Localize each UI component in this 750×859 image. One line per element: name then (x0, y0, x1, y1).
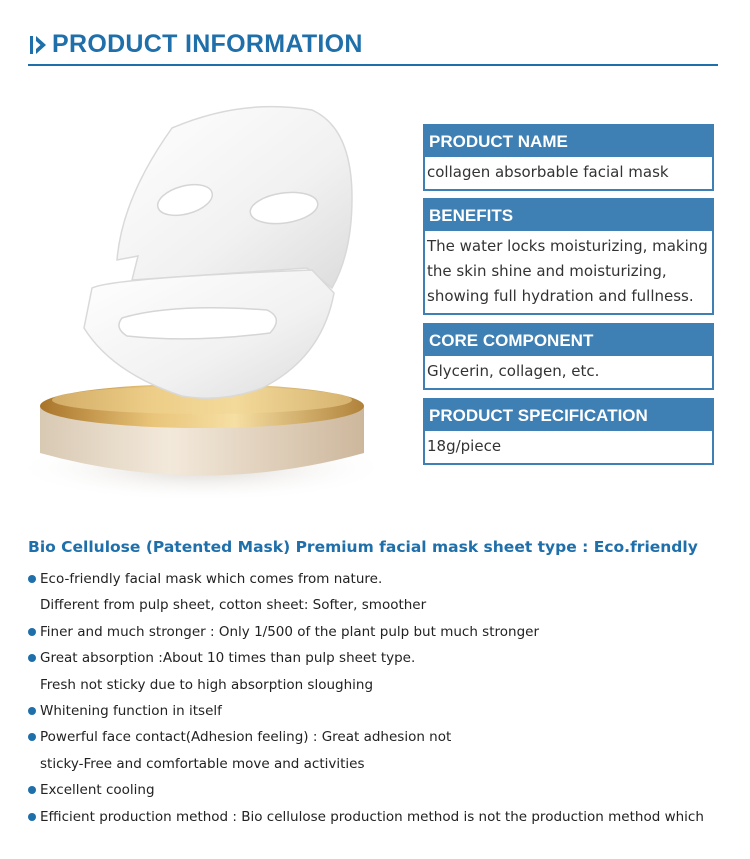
feature-text: Finer and much stronger : Only 1/500 of the plant pulp but much stronger (40, 623, 539, 640)
feature-item (28, 698, 728, 724)
feature-text: Different from pulp sheet, cotton sheet: Softer, smoother (40, 597, 427, 614)
product-name-heading: PRODUCT NAME (425, 126, 712, 157)
feature-text: Powerful face contact(Adhesion feeling) : Great adhesion not (40, 729, 452, 746)
feature-item (28, 777, 728, 803)
section-header (28, 30, 718, 66)
feature-text: sticky-Free and comfortable move and activities (40, 755, 365, 772)
feature-list (28, 566, 728, 830)
product-name-box (423, 124, 714, 191)
product-specification-value: 18g/piece (427, 437, 502, 455)
bullet-dot-icon (28, 733, 36, 741)
bullet-dot-icon (28, 628, 36, 636)
benefits-value: The water locks moisturizing, making the skin shine and moisturizing, showing full hydration and fullness. (427, 237, 708, 305)
feature-text: Efficient production method : Bio cellulose production method is not the production method which (40, 808, 704, 825)
product-name-value: collagen absorbable facial mask (427, 163, 669, 181)
feature-text: Whitening function in itself (40, 703, 222, 720)
product-specification-box (423, 398, 714, 465)
core-component-box (423, 323, 714, 390)
feature-item (28, 804, 728, 830)
benefits-heading: BENEFITS (425, 200, 712, 231)
feature-item (28, 672, 728, 698)
feature-item (28, 724, 728, 750)
bullet-dot-icon (28, 654, 36, 662)
feature-item (28, 592, 728, 618)
feature-text: Eco-friendly facial mask which comes from nature. (40, 571, 383, 587)
feature-text: Excellent cooling (40, 782, 155, 799)
feature-item (28, 645, 728, 671)
double-chevron-icon (30, 34, 48, 56)
bullet-dot-icon (28, 786, 36, 794)
feature-text: Fresh not sticky due to high absorption sloughing (40, 676, 374, 693)
core-component-heading: CORE COMPONENT (425, 325, 712, 356)
bullet-dot-icon (28, 813, 36, 821)
bullet-dot-icon (28, 707, 36, 715)
page-title: PRODUCT INFORMATION (52, 30, 363, 58)
core-component-value: Glycerin, collagen, etc. (427, 362, 600, 380)
bullet-dot-icon (28, 575, 36, 583)
feature-item (28, 619, 728, 645)
features-title: Bio Cellulose (Patented Mask) Premium facial mask sheet type : Eco.friendly (28, 538, 698, 556)
benefits-box (423, 198, 714, 315)
product-specification-heading: PRODUCT SPECIFICATION (425, 400, 712, 431)
feature-text: Great absorption :About 10 times than pulp sheet type. (40, 650, 416, 667)
feature-item (28, 751, 728, 777)
feature-item (28, 566, 728, 592)
product-image (22, 88, 382, 498)
